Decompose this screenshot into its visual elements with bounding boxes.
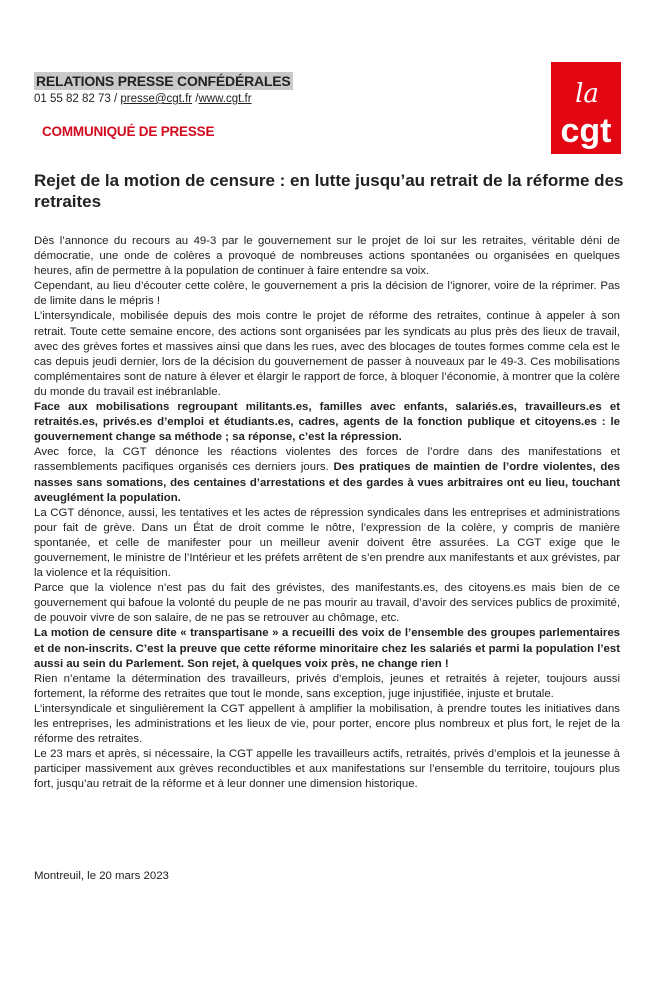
paragraph [34,506,620,581]
paragraph-text: La CGT dénonce, aussi, les tentatives et les actes de répression syndicales dans les entreprises et administrations pour fait de grève. Dans un État de droit comme le nôtre, l’expression de la colère, y compris de manière spontanée, et celle de manifester pour un meilleur avenir doivent être assurées. La CGT exige que le gouvernement, le ministre de l’Intérieur et les préfets arrêtent de s’en prendre aux manifestants et aux grévistes, par la violence et la réquisition. [34,506,620,580]
page-title: Rejet de la motion de censure : en lutte jusqu’au retrait de la réforme des retraites [34,171,624,211]
paragraph [34,445,620,505]
paragraph-bold-text: Face aux mobilisations regroupant militants.es, familles avec enfants, salariés.es, travailleurs.es et retraités.es, privés.es d’emploi et étudiants.es, cadres, agents de la fonction publique et citoyens.es : le gouvernement change sa méthode ; sa réponse, c’est la répression. [34,401,620,444]
paragraph-text: Cependant, au lieu d’écouter cette colère, le gouvernement a pris la décision de l’ignorer, voire de la réprimer. Pas de limite dans le mépris ! [34,280,620,308]
paragraph-bold-text: Des pratiques de maintien de l’ordre violentes, des nasses sans somations, des centaines d’arrestations et des gardes à vues arbitraires ont eu lieu, touchant aveuglément la population. [34,461,621,504]
paragraph [34,747,620,792]
separator: / [192,93,199,105]
org-name: RELATIONS PRESSE CONFÉDÉRALES [36,73,291,89]
paragraph-text: Parce que la violence n’est pas du fait des grévistes, des manifestants.es, des citoyens.es mais bien de ce gouvernement qui bafoue la volonté du peuple de ne pas mourir au travail, d’avoir des services publics de proximité, de pouvoir vivre de son salaire, de ne pas se retrouver au chômage, etc. [34,582,620,625]
email-link[interactable]: presse@cgt.fr [120,93,193,105]
paragraph [34,581,620,626]
paragraph-text: Rien n’entame la détermination des travailleurs, privés d’emplois, jeunes et retraités à rejeter, toujours aussi fortement, la réforme des retraites que tout le monde, sans exception, juge injustifiée, injuste et brutale. [34,672,620,700]
paragraph [34,626,620,671]
paragraph [34,400,620,445]
paragraph-text: L’intersyndicale, mobilisée depuis des mois contre le projet de réforme des retraites, continue à appeler à son retrait. Toute cette semaine encore, des actions sont organisées par les syndicats au plus près des lieux de travail, avec des grèves fortes et massives ainsi que dans les rues, avec des blocages de toutes formes comme cela est le cas depuis jeudi dernier, lors de la décision du gouvernement de passer à nouveaux par le 49-3. Ces mobilisations complémentaires sont de nature à élever et élargir le rapport de force, à bloquer l’économie, à montrer que la colère du monde du travail est inébranlable. [34,310,620,398]
paragraph [34,702,620,747]
cgt-logo [551,62,621,154]
paragraph-bold-text: La motion de censure dite « transpartisane » a recueilli des voix de l’ensemble des groupes parlementaires et de non-inscrits. C’est la preuve que cette réforme minoritaire chez les salariés et parmi la population l’est aussi au sein du Parlement. Son rejet, à quelques voix près, ne change rien ! [34,627,620,670]
signoff-date: Montreuil, le 20 mars 2023 [34,870,169,882]
separator: / [110,93,121,105]
paragraph [34,234,620,279]
website-link[interactable]: www.cgt.fr [198,93,252,105]
paragraph [34,672,620,702]
press-release-label: COMMUNIQUÉ DE PRESSE [42,124,215,139]
logo-text: cgt [560,112,612,150]
contact-line [34,93,293,105]
paragraph-text: Avec force, la CGT dénonce les réactions violentes des forces de l’ordre dans des manifestations et rassemblements pacifiques organisés ces derniers jours. [34,446,620,474]
phone-number: 01 55 82 82 73 [34,93,111,105]
press-relations-header [34,72,293,105]
paragraph [34,309,620,400]
paragraph-text: L’intersyndicale et singulièrement la CGT appellent à amplifier la mobilisation, à prendre toutes les initiatives dans les entreprises, les administrations et les lieux de vie, pour porter, encore plus nombreux et plus fort, le rejet de la réforme des retraites. [34,702,620,746]
article-body [34,234,620,792]
paragraph-text: Le 23 mars et après, si nécessaire, la CGT appelle les travailleurs actifs, retraités, privés d’emplois et la jeunesse à participer massivement aux grèves reconductibles et aux manifestations sur l’ensemble du territoire, toujours plus fort, jusqu’au retrait de la réforme et à leur donner une dimension historique. [34,748,620,791]
logo-script-text: la [575,79,599,109]
paragraph [34,279,620,309]
paragraph-text: Dès l’annonce du recours au 49-3 par le gouvernement sur le projet de loi sur les retraites, véritable déni de démocratie, une onde de colères a provoqué de nombreuses actions spontanées ou organisées en quelques heures, afin de permettre à la population de continuer à faire entendre sa voix. [34,235,620,278]
